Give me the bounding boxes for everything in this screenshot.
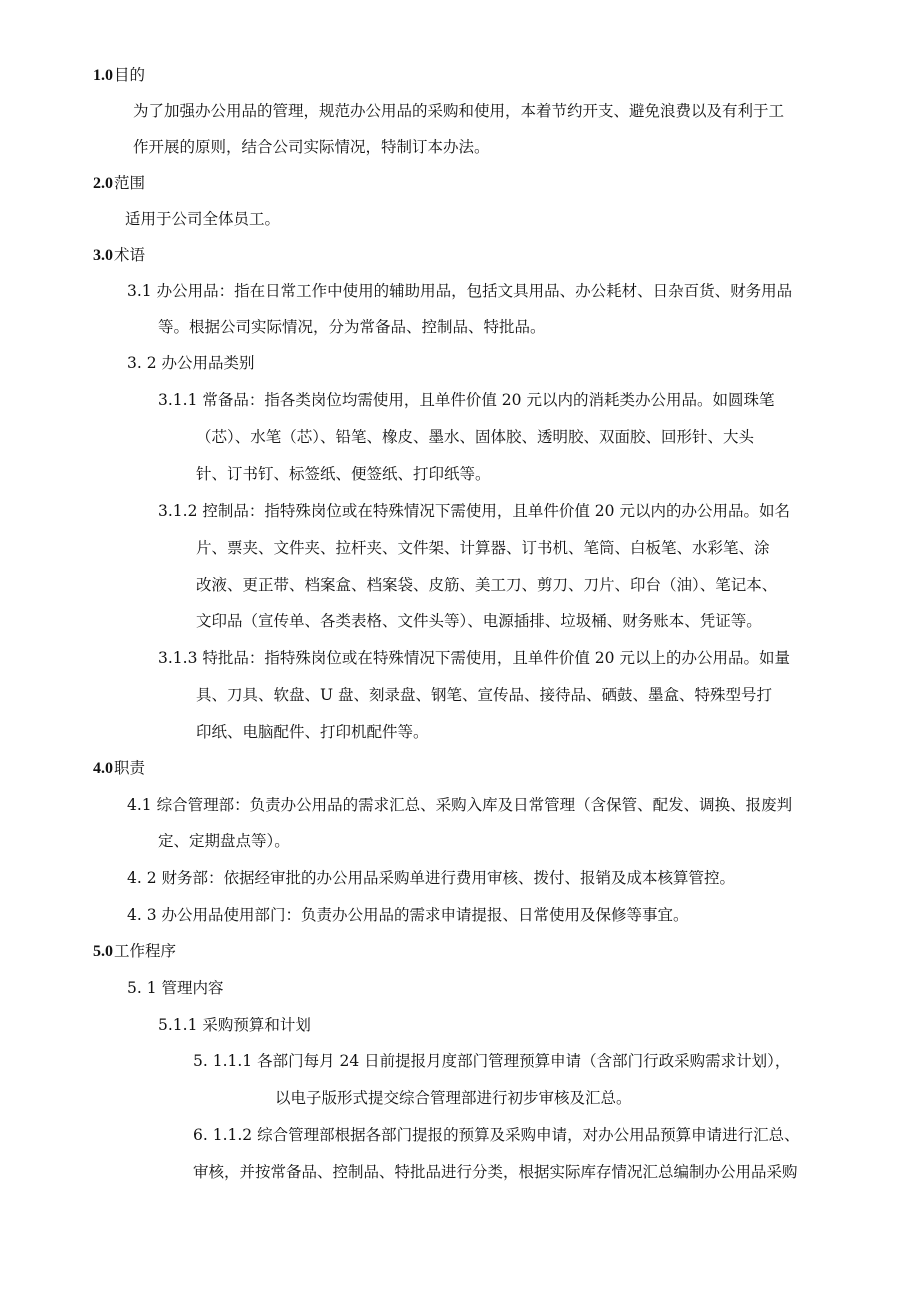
section-title: 目的 — [114, 66, 146, 84]
section-heading-procedure — [93, 941, 176, 962]
clause-line: 5. 1 管理内容 — [127, 979, 224, 997]
clause-line: 针、订书钉、标签纸、便签纸、打印纸等。 — [196, 465, 491, 483]
clause-line: 4. 3 办公用品使用部门：负责办公用品的需求申请提报、日常使用及保修等事宜。 — [127, 906, 689, 924]
paragraph-line: 适用于公司全体员工。 — [125, 210, 281, 228]
clause-line: 4. 2 财务部：依据经审批的办公用品采购单进行费用审核、拨付、报销及成本核算管控。 — [127, 869, 736, 887]
section-number: 5.0 — [93, 943, 113, 960]
clause-line: 审核，并按常备品、控制品、特批品进行分类，根据实际库存情况汇总编制办公用品采购 — [193, 1163, 798, 1181]
section-title: 范围 — [114, 174, 146, 192]
clause-line: 5. 1.1.1 各部门每月 24 日前提报月度部门管理预算申请（含部门行政采购需求计划）， — [193, 1052, 791, 1070]
section-number: 2.0 — [93, 175, 113, 192]
clause-line: 改液、更正带、档案盒、档案袋、皮筋、美工刀、剪刀、刀片、印台（油）、笔记本、 — [196, 576, 778, 594]
paragraph-line: 作开展的原则，结合公司实际情况，特制订本办法。 — [133, 138, 490, 156]
clause-line: 3.1.3 特批品：指特殊岗位或在特殊情况下需使用，且单件价值 20 元以上的办公用品。如量 — [158, 649, 790, 667]
clause-line: 具、刀具、软盘、U 盘、刻录盘、钢笔、宣传品、接待品、硒鼓、墨盒、特殊型号打 — [196, 686, 772, 704]
clause-line: 以电子版形式提交综合管理部进行初步审核及汇总。 — [275, 1089, 632, 1107]
clause-line: 3. 2 办公用品类别 — [127, 354, 255, 372]
paragraph-line: 为了加强办公用品的管理，规范办公用品的采购和使用，本着节约开支、避免浪费以及有利于工 — [133, 102, 785, 120]
clause-line: 文印品（宣传单、各类表格、文件头等）、电源插排、垃圾桶、财务账本、凭证等。 — [196, 612, 762, 630]
section-heading-purpose — [93, 65, 145, 86]
clause-line: 片、票夹、文件夹、拉杆夹、文件架、计算器、订书机、笔筒、白板笔、水彩笔、涂 — [196, 539, 770, 557]
clause-line: 5.1.1 采购预算和计划 — [158, 1016, 311, 1034]
section-number: 3.0 — [93, 247, 113, 264]
clause-line: 等。根据公司实际情况，分为常备品、控制品、特批品。 — [158, 318, 546, 336]
section-title: 工作程序 — [114, 942, 177, 960]
clause-line: （芯）、水笔（芯）、铅笔、橡皮、墨水、固体胶、透明胶、双面胶、回形针、大头 — [196, 428, 755, 446]
section-number: 4.0 — [93, 760, 113, 777]
clause-line: 6. 1.1.2 综合管理部根据各部门提报的预算及采购申请，对办公用品预算申请进行汇总、 — [193, 1126, 800, 1144]
section-heading-responsibilities — [93, 758, 145, 779]
clause-line: 3.1.2 控制品：指特殊岗位或在特殊情况下需使用，且单件价值 20 元以内的办公用品。如名 — [158, 502, 790, 520]
section-number: 1.0 — [93, 67, 113, 84]
clause-line: 3.1.1 常备品：指各类岗位均需使用，且单件价值 20 元以内的消耗类办公用品。如圆珠笔 — [158, 391, 775, 409]
section-heading-scope — [93, 173, 145, 194]
clause-line: 定、定期盘点等）。 — [158, 832, 290, 850]
section-title: 职责 — [114, 759, 146, 777]
section-title: 术语 — [114, 246, 146, 264]
clause-line: 4.1 综合管理部：负责办公用品的需求汇总、采购入库及日常管理（含保管、配发、调换、报废判 — [127, 796, 793, 814]
clause-line: 印纸、电脑配件、打印机配件等。 — [196, 723, 429, 741]
section-heading-terms — [93, 245, 145, 266]
clause-line: 3.1 办公用品：指在日常工作中使用的辅助用品，包括文具用品、办公耗材、日杂百货、财务用品 — [127, 282, 793, 300]
